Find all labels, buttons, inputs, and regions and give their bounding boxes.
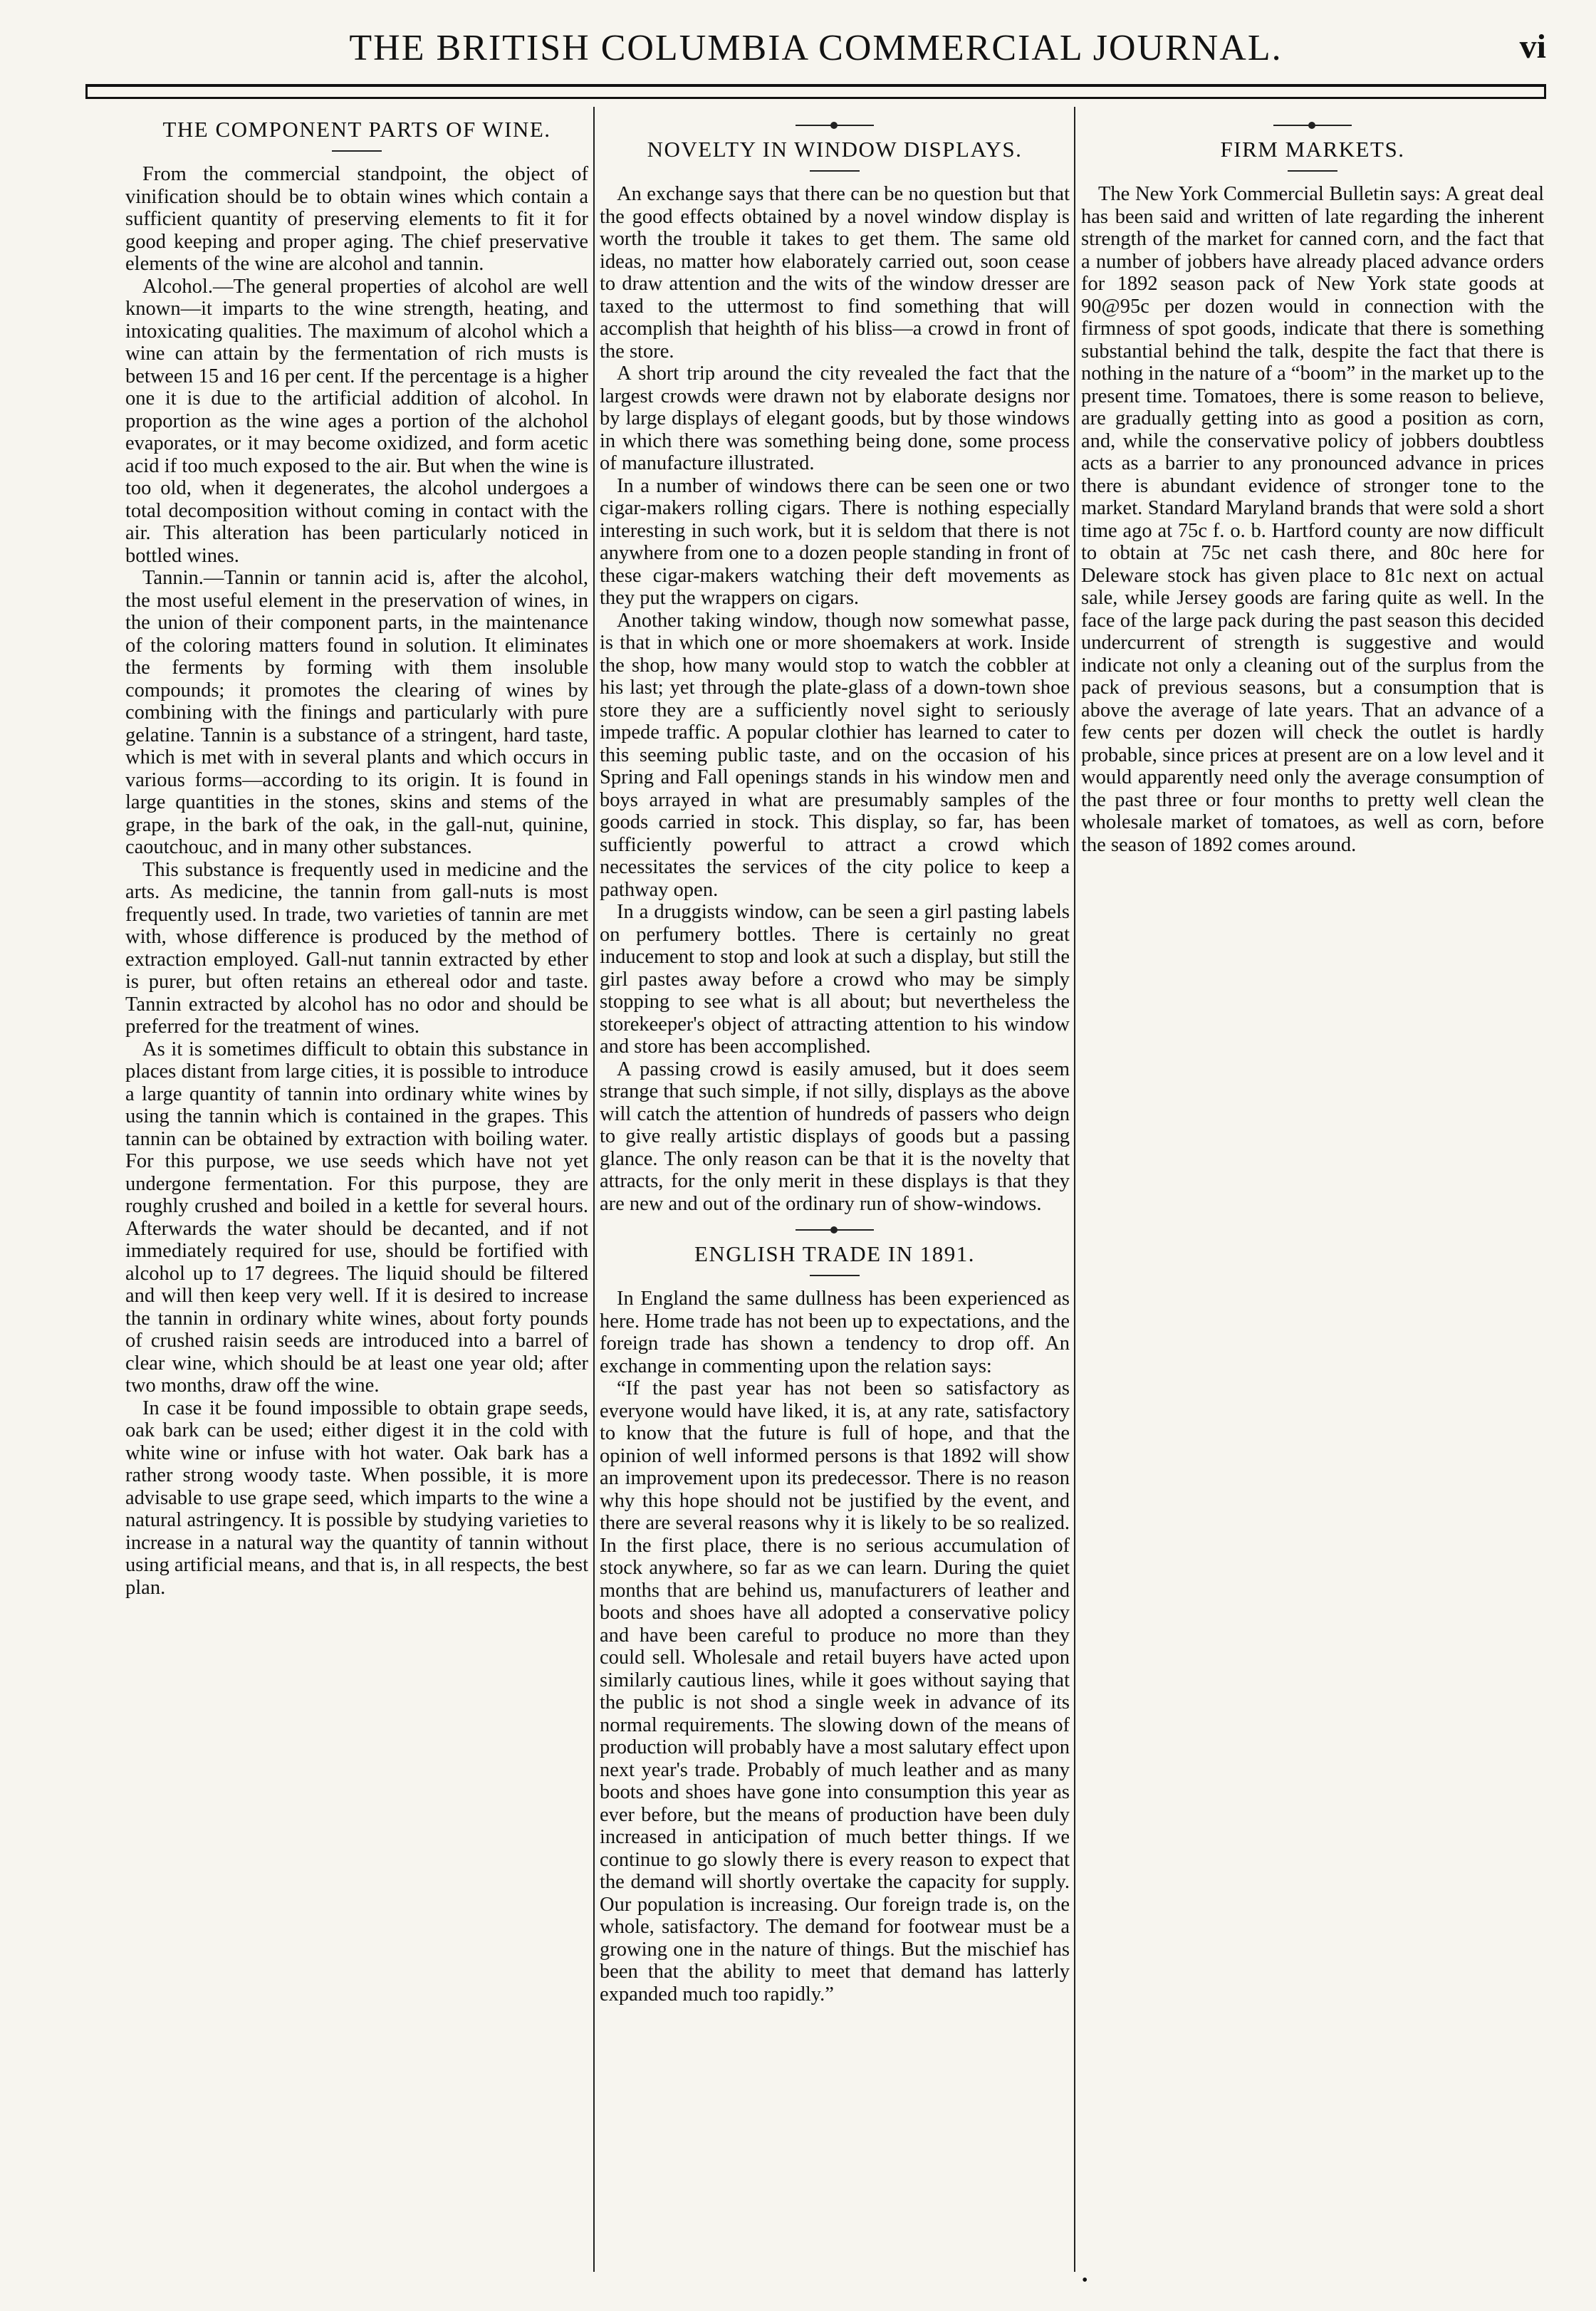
headline-window-displays: NOVELTY IN WINDOW DISPLAYS. (647, 137, 1023, 162)
paragraph: Another taking window, though now somewhat passe, is that in which one or more shoemakers at work. Inside the shop, how many would stop to watch the cobbler at his last; yet through the plate-glass of a down-town shoe store they are a sufficiently novel sight to seriously impede traffic. A popular clothier has learned to cater to this seeming public taste, and on the occasion of his Spring and Fall openings stands in his window men and boys arrayed in what are presumably samples of the goods carried in stock. This display, so far, has been sufficiently powerful to attract a crowd which necessitates the services of the city police to keep a pathway open. (600, 609, 1070, 901)
bottom-mark: • (1082, 2271, 1088, 2290)
paragraph: In England the same dullness has been experienced as here. Home trade has not been up to expectations, and the foreign trade has shown a tendency to drop off. An exchange in commenting upon the relation says: (600, 1288, 1070, 1377)
headline-dash (1288, 170, 1337, 172)
column-rule (593, 107, 595, 2272)
column-rule (1074, 107, 1075, 2272)
article-separator (796, 125, 874, 126)
headline-dash (810, 170, 860, 172)
paragraph: “If the past year has not been so satisfactory as everyone would have liked, it is, at any rate, satisfactory to know that the future is full of hope, and that the opinion of well informed persons is that 1892 will show an improvement upon its predecessor. There is no reason why this hope should not be justified by the event, and there are several reasons why it is likely to be so realized. In the first place, there is no serious accumulation of stock anywhere, so far as we can learn. During the quiet months that are behind us, manufacturers of leather and boots and shoes have all adopted a conservative policy and have been careful to produce no more than they could sell. Wholesale and retail buyers have acted upon similarly cautious lines, while it goes without saying that the public is not shod a single week in advance of its normal requirements. The slowing down of the means of production will probably have a most salutary effect upon next year's trade. Probably of much leather and as many boots and shoes have gone into consumption this year as ever before, but the means of production have been duly increased in anticipation of much better things. If we continue to go slowly there is every reason to expect that the demand will shortly overtake the capacity for supply. Our population is increasing. Our foreign trade is, on the whole, satisfactory. The demand for footwear must be a growing one in the nature of things. But the mischief has been that the ability to meet that demand has latterly expanded much too rapidly.” (600, 1377, 1070, 2005)
paragraph: Tannin.—Tannin or tannin acid is, after the alcohol, the most useful element in the preservation of wines, in the union of their component parts, in the maintenance of the coloring matters found in solution. It eliminates the ferments by forming with them insoluble compounds; it promotes the clearing of wines by combining with the finings and particularly with pure gelatine. Tannin is a substance of a stringent, hard taste, which is met with in several plants and which occurs in various forms—according to its origin. It is found in large quantities in the stones, skins and stems of the grape, in the bark of the oak, in the gall-nut, quinine, caoutchouc, and in many other substances. (125, 567, 588, 858)
paragraph: As it is sometimes difficult to obtain this substance in places distant from large cities, it is possible to introduce a large quantity of tannin into ordinary white wines by using the tannin which is contained in the grapes. This tannin can be obtained by extraction with boiling water. For this purpose, we use seeds which have not yet undergone fermentation. For this purpose, they are roughly crushed and boiled in a kettle for several hours. Afterwards the water should be decanted, and if not immediately required for use, should be fortified with alcohol up to 17 degrees. The liquid should be filtered and will then keep very well. If it is desired to increase the tannin in ordinary white wines, about forty pounds of crushed raisin seeds are introduced into a barrel of clear wine, which should be at least one year old; after two months, draw off the wine. (125, 1038, 588, 1397)
article-firm-markets (1081, 136, 1544, 856)
page-number: vi (1519, 28, 1546, 66)
headline-firm-markets: FIRM MARKETS. (1220, 137, 1405, 162)
paragraph: An exchange says that there can be no question but that the good effects obtained by a novel window display is worth the trouble it takes to get them. The same old ideas, no matter how elaborately carried out, soon cease to draw attention and the wits of the window dresser are taxed to the uttermost to find something that will accomplish that heighth of his bliss—a crowd in front of the store. (600, 183, 1070, 362)
column-1 (125, 110, 588, 2268)
header-rule (85, 84, 1546, 99)
paragraph: Alcohol.—The general properties of alcohol are well known—it imparts to the wine strength, heating, and intoxicating qualities. The maximum of alcohol which a wine can attain by the fermentation of rich musts is between 15 and 16 per cent. If the percentage is a higher one it is due to the artificial addition of alcohol. In proportion as the wine ages a portion of the alchohol evaporates, or it may become oxidized, and form acetic acid if too much exposed to the air. But when the wine is too old, when it degenerates, the alcohol undergoes a total decomposition without coming in contact with the air. This alteration has been particularly noticed in bottled wines. (125, 275, 588, 567)
headline-dash (332, 150, 382, 152)
headline-dash (810, 1275, 860, 1276)
running-head (85, 27, 1546, 77)
journal-title: THE BRITISH COLUMBIA COMMERCIAL JOURNAL. (349, 28, 1283, 68)
paragraph: In a druggists window, can be seen a girl pasting labels on perfumery bottles. There is certainly no great inducement to stop and look at such a display, but still the girl pastes away before a crowd who may be simply stopping to see what is all about; but nevertheless the storekeeper's object of attracting attention to his window and store has been accomplished. (600, 901, 1070, 1058)
column-3 (1081, 110, 1544, 2268)
headline-wine: THE COMPONENT PARTS OF WINE. (162, 117, 551, 142)
paragraph: From the commercial standpoint, the object of vinification should be to obtain wines which contain a sufficient quantity of preserving elements to fit it for good keeping and proper aging. The chief preservative elements of the wine are alcohol and tannin. (125, 163, 588, 275)
paragraph: This substance is frequently used in medicine and the arts. As medicine, the tannin from gall-nuts is most frequently used. In trade, two varieties of tannin are met with, whose difference is produced by the method of extraction employed. Gall-nut tannin extracted by ether is purer, but often retains an ethereal odor and taste. Tannin extracted by alcohol has no odor and should be preferred for the treatment of wines. (125, 858, 588, 1038)
headline-english-trade: ENGLISH TRADE IN 1891. (694, 1241, 976, 1266)
paragraph: In a number of windows there can be seen one or two cigar-makers rolling cigars. There is nothing especially interesting in such work, but it is seldom that there is not anywhere from one to a dozen people standing in front of these cigar-makers watching their deft movements as they put the wrappers on cigars. (600, 474, 1070, 609)
paragraph: In case it be found impossible to obtain grape seeds, oak bark can be used; either digest it in the cold with white wine or infuse with hot water. Oak bark has a rather strong woody taste. When possible, it is more advisable to use grape seed, which imparts to the wine a natural astringency. It is possible by studying varieties to increase in a natural way the quantity of tannin without using artificial means, and that is, in all respects, the best plan. (125, 1397, 588, 1599)
paragraph: A passing crowd is easily amused, but it does seem strange that such simple, if not silly, displays as the above will catch the attention of hundreds of passers who deign to give really artistic displays of goods but a passing glance. The only reason can be that it is the novelty that attracts, for the only merit in these displays is that they are new and out of the ordinary run of show-windows. (600, 1058, 1070, 1215)
paragraph: A short trip around the city revealed the fact that the largest crowds were drawn not by elaborate designs nor by large displays of elegant goods, but by those windows in which there was something being done, some process of manufacture illustrated. (600, 362, 1070, 474)
column-2 (600, 110, 1070, 2268)
article-english-trade (600, 1241, 1070, 2005)
paragraph: The New York Commercial Bulletin says: A great deal has been said and written of late regarding the inherent strength of the market for canned corn, and the fact that a number of jobbers have already placed advance orders for 1892 season pack of New York state goods at 90@95c per dozen would in connection with the firmness of spot goods, indicate that there is something substantial behind the talk, despite the fact that there is nothing in the nature of a “boom” in the market up to the present time. Tomatoes, there is some reason to believe, are gradually getting into as good a position as corn, and, while the conservative policy of jobbers doubtless acts as a barrier to any pronounced advance in prices there is abundant evidence of stronger tone to the market. Standard Maryland brands that were sold a short time ago at 75c f. o. b. Hartford county are now difficult to obtain at 75c net cash there, and 80c here for Deleware stock has given place to 81c next on actual sale, while Jersey goods are faring quite as well. In the face of the large pack during the past season this decided undercurrent of strength is suggestive and would indicate not only a cleaning out of the surplus from the pack of previous seasons, but a consumption that is above the average of late years. That an advance of a few cents per dozen will check the outlet is hardly probable, since prices at present are on a low level and it would apparently need only the average consumption of the past three or four months to pretty well clean the wholesale market of tomatoes, as well as corn, before the season of 1892 comes around. (1081, 183, 1544, 856)
article-separator (1273, 125, 1352, 126)
article-window-displays (600, 136, 1070, 1215)
article-wine (125, 116, 588, 1599)
article-separator (796, 1229, 874, 1231)
